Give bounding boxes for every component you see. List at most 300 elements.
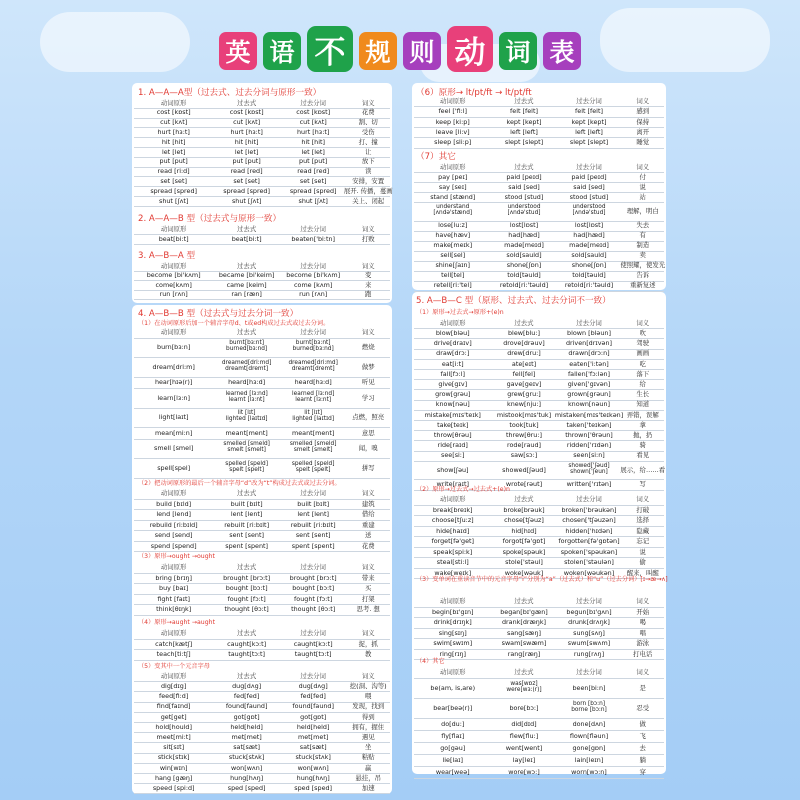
table-row	[414, 638, 664, 649]
table-cell: 偷	[639, 558, 646, 567]
table-cell: 感到	[636, 107, 650, 116]
table-row	[134, 186, 393, 196]
table-cell: 开始	[636, 607, 650, 616]
table-cell: 送	[365, 531, 372, 540]
table-row	[414, 369, 664, 379]
table-row	[414, 231, 664, 241]
table-cell: taught[tɔ:t]	[294, 650, 332, 659]
table-cell: saw[sɔ:]	[510, 451, 538, 460]
table-cell: 变	[365, 271, 372, 280]
table-cell: retell[ri:'tel]	[433, 281, 472, 290]
table-cell: forget[fə'get]	[431, 537, 475, 546]
table-cell: write[raɪt]	[436, 480, 469, 489]
table-cell: won[wʌn]	[231, 763, 263, 772]
table-row	[414, 359, 664, 369]
table-cell: beat[bi:t]	[158, 234, 189, 243]
table-cell: flew[flu:]	[509, 731, 539, 740]
title-char: 语	[263, 32, 301, 70]
table-cell: wore[wɔ:]	[508, 767, 540, 776]
table-cell: ridden['rɪdən]	[566, 441, 612, 450]
table-row	[414, 526, 664, 537]
table-cell: took[tuk]	[509, 420, 539, 429]
table-header-row	[134, 98, 390, 108]
column-header: 过去分词	[300, 224, 326, 233]
table-row	[414, 505, 664, 516]
table-cell: 花费	[361, 108, 375, 117]
table-cell: 使照耀，使发光	[620, 261, 666, 270]
table-cell: 跑	[365, 290, 372, 299]
table-cell: 受伤	[361, 128, 375, 137]
table-cell: held[held]	[230, 722, 263, 731]
table-cell: lie[laɪ]	[442, 755, 464, 764]
column-header: 词义	[361, 261, 375, 270]
table-cell: read [ri:d]	[157, 167, 190, 176]
column-header: 过去式	[514, 96, 534, 105]
table-cell: 展示，给……看	[620, 465, 666, 474]
table-cell: 展开. 传播，蔓画	[343, 186, 393, 195]
subsection-heading: （4）其它	[416, 658, 445, 665]
table-cell: done[dʌn]	[572, 719, 606, 728]
table-row	[414, 379, 664, 389]
column-header: 过去式	[237, 671, 257, 680]
table-cell: stood [stud]	[569, 192, 609, 201]
table-cell: did[dɪd]	[511, 719, 537, 728]
table-cell: 说	[639, 182, 646, 191]
title-char: 动	[447, 26, 493, 72]
table-cell: retold[ri:'təuld]	[564, 281, 614, 290]
table-cell: been[bi:n]	[572, 683, 606, 692]
table-cell: sold[sauld]	[571, 251, 607, 260]
table-cell: cut [kʌt]	[160, 118, 188, 127]
table-cell: 穿	[639, 767, 646, 776]
table-cell: bore[bɔ:]	[509, 703, 539, 712]
column-header: 过去分词	[576, 495, 602, 504]
table-cell: 飞	[639, 731, 646, 740]
table-cell: kept [kept]	[571, 117, 607, 126]
table-row	[134, 290, 390, 300]
table-cell: broken['brəukən]	[561, 505, 617, 514]
table-row	[134, 604, 390, 615]
table-cell: blow[bləu]	[435, 329, 470, 338]
table-cell: feel ['fi:l]	[438, 107, 468, 116]
table-row	[414, 137, 664, 147]
table-row	[414, 557, 664, 568]
table-cell: got[gɒt]	[300, 712, 327, 721]
table-cell: 忍受	[636, 703, 650, 712]
column-header: 过去分词	[576, 162, 602, 171]
table-row	[134, 649, 390, 660]
table-cell: retold[ri:'təuld]	[499, 281, 549, 290]
table-cell: take[teɪk]	[437, 420, 469, 429]
column-header: 动词原形	[160, 224, 187, 233]
table-row	[414, 420, 664, 430]
table-cell: paid [peɪd]	[571, 172, 607, 181]
table-row	[414, 617, 664, 628]
table-cell: speed [spi:d]	[152, 784, 195, 793]
table-row	[134, 137, 390, 147]
table-cell: became [bi'keim]	[218, 271, 275, 280]
table-cell: 带来	[361, 573, 375, 582]
table-cell: let [let]	[161, 147, 186, 156]
table-cell: pay [peɪ]	[438, 172, 468, 181]
table-row	[414, 730, 664, 742]
column-header: 词义	[636, 96, 650, 105]
column-header: 动词原形	[160, 563, 187, 572]
column-header: 过去式	[237, 629, 257, 638]
table-row	[134, 280, 390, 290]
table-cell: won[wʌn]	[297, 763, 329, 772]
table-cell: speak[spi:k]	[433, 547, 473, 556]
table-cell: mistook[mɪs'tuk]	[496, 410, 552, 419]
column-header: 动词原形	[439, 667, 466, 676]
table-cell: burnt[bɜ:nt] burned[bɜ:nd]	[292, 340, 334, 353]
table-cell: shut [ʃʌt]	[298, 196, 328, 205]
table-cell: 割、切	[358, 118, 378, 127]
table-cell: mistake[mɪs'teɪk]	[424, 410, 481, 419]
table-cell: rebuilt [ri:bɪlt]	[224, 520, 270, 529]
table-row	[414, 271, 664, 281]
column-header: 过去式	[237, 261, 257, 270]
table-cell: fought [fɔ:t]	[294, 594, 333, 603]
table-row	[134, 377, 390, 389]
table-cell: fell[fel]	[512, 369, 536, 378]
table-cell: win[wɪn]	[159, 763, 188, 772]
column-header: 词义	[361, 671, 375, 680]
table-row	[414, 628, 664, 639]
table-cell: send [send]	[154, 531, 193, 540]
table-cell: 抛，扔	[633, 431, 653, 440]
table-cell: 挖(洞、沟等)	[349, 682, 387, 691]
table-row	[414, 349, 664, 359]
table-cell: 醒来，叫醒	[626, 568, 659, 577]
table-cell: begun[bɪ'gʌn]	[566, 607, 612, 616]
table-row	[134, 388, 390, 408]
column-header: 过去分词	[576, 318, 602, 327]
table-header-row	[414, 162, 664, 172]
table-cell: seen[si:n]	[573, 451, 605, 460]
table-cell: know[nəu]	[435, 400, 470, 409]
table-cell: hold[hould]	[155, 722, 192, 731]
table-row	[414, 338, 664, 348]
table-cell: swim[swɪm]	[433, 639, 473, 648]
table-cell: spend [spend]	[150, 541, 197, 550]
table-cell: put [put]	[159, 157, 188, 166]
table-cell: meant[ment]	[225, 428, 268, 437]
table-cell: dreamed[dri:md] dreamt[dremt]	[221, 359, 272, 372]
table-cell: hear[hɪə(r)]	[154, 378, 193, 387]
column-header: 过去分词	[300, 327, 326, 336]
table-row	[414, 718, 664, 730]
table-row	[414, 389, 664, 399]
table-cell: said [sed]	[508, 182, 540, 191]
section-heading: （7）其它	[416, 152, 456, 162]
table-cell: bought [bɔ:t]	[292, 584, 335, 593]
table-cell: light[laɪt]	[158, 413, 189, 422]
table-row	[134, 681, 390, 691]
table-cell: hid[hɪd]	[511, 526, 537, 535]
table-cell: chose[tʃəuz]	[504, 516, 544, 525]
table-cell: 是	[639, 683, 646, 692]
table-cell: spent [spent]	[225, 541, 269, 550]
table-cell: built [bɪlt]	[297, 499, 330, 508]
table-cell: born [bɔ:n] borne [bɔ:n]	[571, 701, 607, 713]
table-cell: 喂	[365, 692, 372, 701]
table-cell: shone[ʃɒn]	[506, 261, 542, 270]
table-row	[414, 607, 664, 618]
table-cell: learn[lɜ:n]	[157, 393, 190, 402]
title-char: 表	[543, 32, 581, 70]
table-row	[134, 499, 390, 510]
table-cell: mean[mi:n]	[155, 428, 193, 437]
table-cell: 放下	[361, 157, 375, 166]
table-header-row	[134, 628, 390, 639]
table-row	[134, 338, 390, 358]
table-cell: 点燃，照亮	[352, 413, 385, 422]
table-cell: keep [ki:p]	[435, 117, 470, 126]
table-header-row	[134, 488, 390, 499]
table-cell: ride[raɪd]	[437, 441, 468, 450]
table-cell: 吃	[639, 359, 646, 368]
table-cell: rang[ræŋ]	[507, 649, 541, 658]
table-row	[414, 281, 664, 291]
column-header: 动词原形	[439, 162, 466, 171]
table-cell: lent [lent]	[230, 510, 263, 519]
subsection-heading: （2）把动词原形的最后一个辅音字母“d”改为“t”构成过去式或过去分词。	[138, 480, 341, 487]
table-row	[414, 742, 664, 754]
table-row	[414, 678, 664, 698]
table-cell: show[ʃəu]	[436, 465, 469, 474]
table-cell: 安排，安置	[352, 177, 385, 186]
table-cell: sped [sped]	[294, 784, 333, 793]
table-cell: lent [lent]	[297, 510, 329, 519]
table-cell: 知道	[636, 400, 650, 409]
table-cell: 重新复述	[629, 281, 656, 290]
table-cell: taken['teɪkən]	[566, 420, 612, 429]
table-cell: 花费	[361, 541, 375, 550]
table-cell: ran [ræn]	[231, 290, 262, 299]
table-row	[134, 439, 390, 459]
table-row	[134, 763, 390, 773]
table-cell: 驾驶	[636, 339, 650, 348]
column-header: 动词原形	[439, 597, 466, 606]
table-cell: lay[leɪ]	[512, 755, 536, 764]
table-header-row	[134, 562, 390, 573]
table-cell: felt [felt]	[510, 107, 538, 116]
table-header-row	[134, 261, 390, 271]
table-cell: sing[sɪŋ]	[438, 628, 467, 637]
column-header: 过去分词	[300, 629, 326, 638]
table-cell: 打破	[636, 505, 650, 514]
table-cell: stole['stəul]	[505, 558, 543, 567]
table-cell: 选择	[636, 516, 650, 525]
table-cell: 站	[639, 192, 646, 201]
table-cell: got[gɒt]	[233, 712, 260, 721]
table-row	[414, 172, 664, 182]
subsection-heading: （1）原形→过去式→原形+(e)n	[416, 309, 504, 316]
column-header: 过去分词	[300, 563, 326, 572]
table-cell: 给	[639, 380, 646, 389]
column-header: 词义	[636, 597, 650, 606]
table-row	[414, 400, 664, 410]
table-row	[134, 127, 390, 137]
table-cell: 付	[639, 172, 646, 181]
table-cell: smelled [smeld] smelt [smelt]	[223, 441, 270, 454]
table-row	[414, 440, 664, 450]
table-row	[414, 241, 664, 251]
table-row	[134, 176, 390, 186]
table-cell: beat[bi:t]	[231, 234, 262, 243]
table-cell: teach[ti:tʃ]	[156, 650, 191, 659]
table-cell: hurt [hɜ:t]	[157, 128, 190, 137]
table-cell: sit[sɪt]	[163, 743, 185, 752]
table-cell: begin[bɪ'gɪn]	[431, 607, 474, 616]
table-cell: dream[dri:m]	[152, 362, 195, 371]
table-row	[414, 106, 664, 116]
subsection-heading: （3）变单词在重读音节中的元音字母“i”分别为“a”（过去式）和“u”（过去分词）[ɪ→æ→ʌ]	[416, 576, 668, 583]
table-header-row	[414, 318, 664, 328]
table-cell: get[get]	[160, 712, 187, 721]
table-cell: 吹	[639, 329, 646, 338]
table-cell: lit [lɪt] lighted [laɪtɪd]	[292, 410, 335, 423]
table-cell: put [put]	[299, 157, 328, 166]
title-char: 不	[307, 26, 353, 72]
table-cell: driven[drɪvən]	[565, 339, 613, 348]
table-row	[134, 458, 390, 478]
table-cell: hurt [hɜ:t]	[230, 128, 263, 137]
table-cell: sat[sæt]	[299, 743, 327, 752]
section-heading: 4. A—B—B 型（过去式与过去分词一致）	[138, 309, 299, 319]
column-header: 词义	[361, 224, 375, 233]
table-row	[134, 573, 390, 584]
table-header-row	[414, 596, 664, 607]
table-row	[134, 408, 390, 428]
table-cell: stuck[stʌk]	[295, 753, 331, 762]
table-cell: came [keim]	[226, 280, 267, 289]
table-row	[414, 698, 664, 718]
table-cell: shut [ʃʌt]	[158, 196, 189, 205]
title-char: 词	[499, 32, 537, 70]
row-divider	[134, 615, 390, 616]
table-row	[134, 196, 390, 206]
column-header: 动词原形	[160, 629, 187, 638]
table-row	[414, 451, 664, 461]
table-cell: set [set]	[299, 177, 327, 186]
table-cell: run [rʌn]	[159, 290, 188, 299]
table-cell: throw[θrəu]	[433, 431, 472, 440]
table-cell: 画画	[636, 349, 650, 358]
table-cell: blew[blu:]	[507, 329, 540, 338]
table-cell: spread [spred]	[150, 186, 197, 195]
table-row	[414, 221, 664, 231]
table-row	[134, 732, 390, 742]
column-header: 过去式	[237, 224, 257, 233]
table-cell: fed[fed]	[233, 692, 260, 701]
table-cell: found[faund]	[225, 702, 268, 711]
table-cell: smelled [smeld] smelt [smelt]	[289, 441, 337, 454]
table-cell: sat[sæt]	[233, 743, 261, 752]
table-row	[414, 117, 664, 127]
table-cell: drink[drɪŋk]	[433, 618, 472, 627]
table-cell: made[meɪd]	[569, 241, 609, 250]
subsection-heading: （5）变其中一个元音字母	[138, 663, 210, 670]
table-cell: slept [slept]	[504, 138, 544, 147]
table-cell: see[si:]	[441, 451, 465, 460]
table-cell: gone[gɒn]	[572, 743, 606, 752]
table-cell: cut [kʌt]	[299, 118, 327, 127]
table-cell: grow[grəu]	[435, 390, 471, 399]
table-cell: read [red]	[230, 167, 263, 176]
table-cell: 保持	[636, 117, 650, 126]
column-header: 过去分词	[576, 667, 602, 676]
table-cell: lain[leɪn]	[574, 755, 604, 764]
table-cell: be(am, is,are)	[430, 683, 476, 692]
table-cell: broke[brəuk]	[503, 505, 545, 514]
table-cell: grew[gru:]	[507, 390, 541, 399]
column-header: 过去式	[514, 597, 534, 606]
section-heading: 1. A—A—A型（过去式、过去分词与原形一致）	[138, 88, 322, 98]
table-cell: 打、撞	[358, 137, 378, 146]
table-cell: swum[swʌm]	[567, 639, 611, 648]
column-header: 过去分词	[300, 671, 326, 680]
column-header: 动词原形	[160, 489, 187, 498]
table-cell: given['gɪvən]	[567, 380, 611, 389]
column-header: 词义	[361, 98, 375, 107]
table-cell: catch[kætʃ]	[155, 639, 193, 648]
column-header: 过去分词	[576, 96, 602, 105]
table-cell: 关上、闭起	[352, 196, 385, 205]
table-cell: heard[hɜ:d]	[228, 378, 266, 387]
table-cell: 生长	[636, 390, 650, 399]
column-header: 词义	[361, 563, 375, 572]
table-cell: 制造	[636, 241, 650, 250]
row-divider	[414, 291, 664, 292]
table-row	[134, 530, 390, 541]
column-header: 词义	[636, 495, 650, 504]
column-header: 词义	[361, 489, 375, 498]
column-header: 词义	[636, 162, 650, 171]
table-cell: become [bi'kʌm]	[286, 271, 341, 280]
column-header: 词义	[636, 318, 650, 327]
table-header-row	[134, 326, 390, 338]
table-row	[414, 536, 664, 547]
table-cell: stolen['stəulən]	[564, 558, 614, 567]
table-row	[134, 108, 390, 118]
table-cell: burn[bɜ:n]	[157, 343, 191, 352]
table-cell: do[du:]	[441, 719, 465, 728]
table-cell: brought [brɔ:t]	[289, 573, 337, 582]
table-cell: 意思	[361, 428, 375, 437]
table-cell: sold[sauld]	[506, 251, 542, 260]
table-row	[414, 127, 664, 137]
section-heading: 5. A—B—C 型（原形、过去式、过去分词不一致）	[416, 296, 611, 306]
table-cell: learned [lɜ:nd] learnt [lɜ:nt]	[292, 390, 335, 403]
table-row	[134, 357, 390, 377]
table-cell: bear[beə(r)]	[433, 703, 473, 712]
table-cell: thrown['θrəun]	[565, 431, 613, 440]
row-divider	[134, 793, 390, 794]
table-cell: sung[sʌŋ]	[573, 628, 605, 637]
table-cell: 做梦	[361, 362, 375, 371]
table-cell: hit [hit]	[161, 137, 186, 146]
table-cell: 游泳	[636, 639, 650, 648]
table-cell: lend [lend]	[156, 510, 191, 519]
table-cell: built [bɪlt]	[230, 499, 263, 508]
table-cell: known[nəun]	[567, 400, 610, 409]
table-cell: slept [slept]	[569, 138, 609, 147]
table-cell: went[went]	[505, 743, 543, 752]
table-cell: spent [spent]	[291, 541, 335, 550]
title-char: 规	[359, 32, 397, 70]
